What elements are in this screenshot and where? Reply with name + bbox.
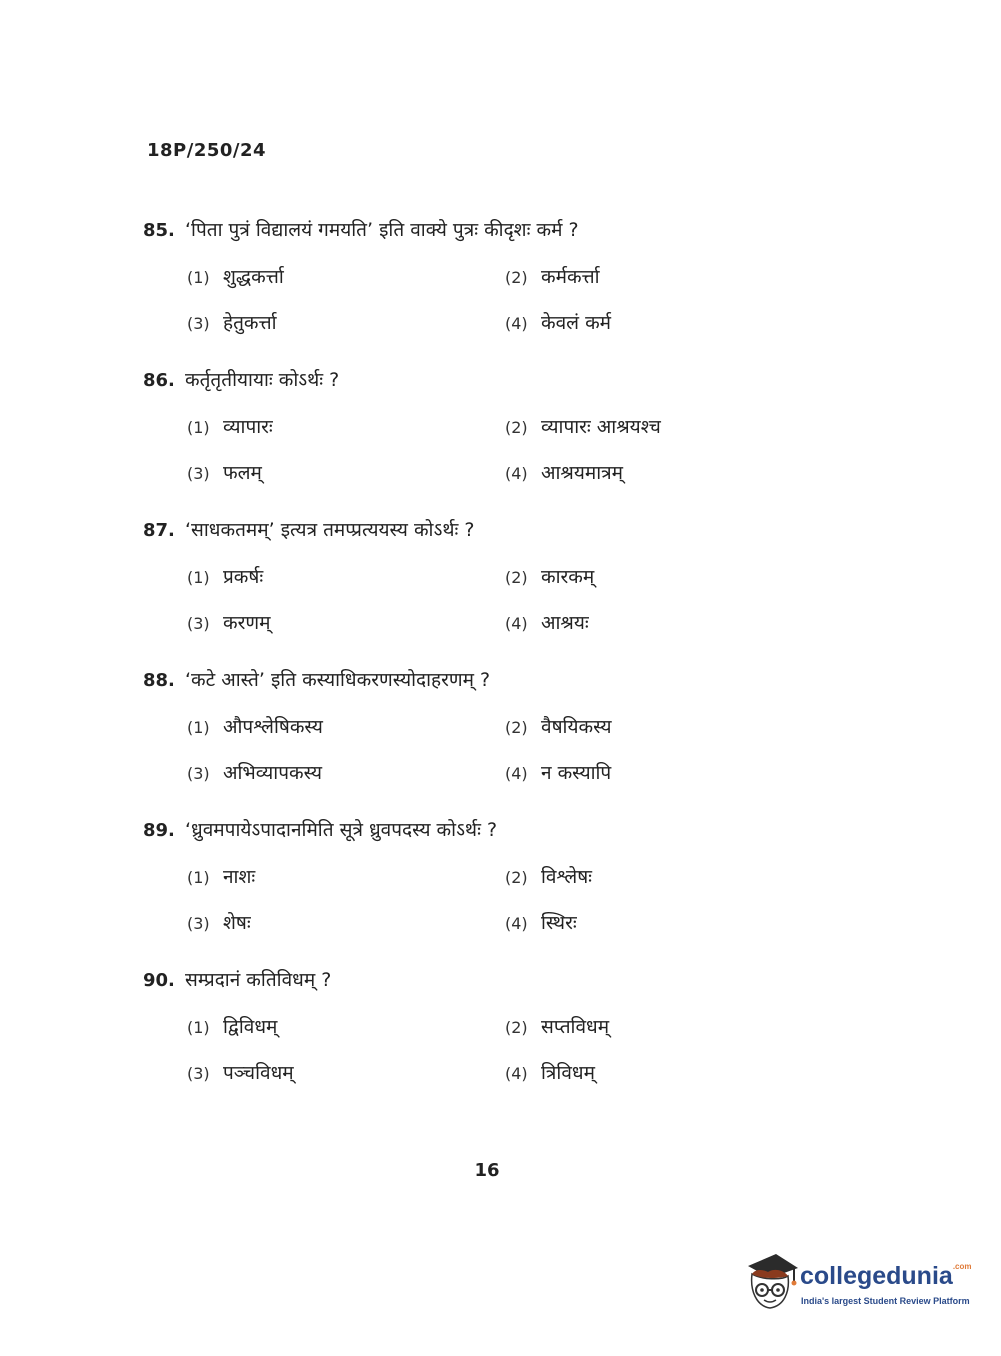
option-number: (4) — [505, 914, 528, 933]
option-text: हेतुकर्त्ता — [223, 312, 277, 334]
option-3 — [187, 759, 505, 805]
question-number: 90. — [143, 970, 175, 991]
option-3 — [187, 609, 505, 655]
brand-tagline: India's largest Student Review Platform — [801, 1296, 970, 1306]
option-number: (1) — [187, 868, 210, 887]
option-number: (3) — [187, 314, 210, 333]
option-number: (2) — [505, 568, 528, 587]
option-text: शेषः — [223, 912, 251, 934]
option-4 — [505, 459, 823, 505]
option-number: (4) — [505, 614, 528, 633]
option-number: (3) — [187, 1064, 210, 1083]
option-number: (3) — [187, 614, 210, 633]
question-text: ‘पिता पुत्रं विद्यालयं गमयति’ इति वाक्ये पुत्रः कीदृशः कर्म ? — [185, 219, 579, 241]
option-text: कर्मकर्त्ता — [541, 266, 600, 288]
option-text: न कस्यापि — [541, 762, 612, 784]
option-2 — [505, 1013, 823, 1059]
option-text: पञ्चविधम् — [223, 1062, 294, 1084]
option-number: (2) — [505, 868, 528, 887]
option-text: वैषयिकस्य — [541, 716, 612, 738]
question-number: 85. — [143, 220, 175, 241]
option-text: सप्तविधम् — [541, 1016, 610, 1038]
option-1 — [187, 263, 505, 309]
question-number: 89. — [143, 820, 175, 841]
brand-name: collegedunia$^{.com}$ — [800, 1262, 972, 1290]
question-86 — [143, 366, 863, 505]
option-4 — [505, 909, 823, 955]
question-number: 87. — [143, 520, 175, 541]
option-3 — [187, 1059, 505, 1105]
option-text: कारकम् — [541, 566, 595, 588]
option-3 — [187, 459, 505, 505]
question-text: ‘साधकतमम्’ इत्यत्र तमप्प्रत्ययस्य कोऽर्थः ? — [185, 519, 475, 541]
option-4 — [505, 1059, 823, 1105]
paper-code: 18P/250/24 — [147, 140, 267, 161]
option-2 — [505, 713, 823, 759]
option-1 — [187, 863, 505, 909]
collegedunia-logo — [742, 1250, 972, 1316]
option-number: (4) — [505, 764, 528, 783]
option-text: प्रकर्षः — [223, 566, 264, 588]
page-number: 16 — [474, 1160, 500, 1181]
option-number: (1) — [187, 268, 210, 287]
option-number: (3) — [187, 914, 210, 933]
question-88 — [143, 666, 863, 805]
option-number: (2) — [505, 718, 528, 737]
question-number: 86. — [143, 370, 175, 391]
option-text: अभिव्यापकस्य — [223, 762, 323, 784]
option-2 — [505, 563, 823, 609]
option-number: (1) — [187, 568, 210, 587]
option-3 — [187, 309, 505, 355]
option-number: (2) — [505, 418, 528, 437]
option-4 — [505, 759, 823, 805]
option-text: स्थिरः — [541, 912, 577, 934]
option-3 — [187, 909, 505, 955]
option-1 — [187, 1013, 505, 1059]
option-number: (1) — [187, 718, 210, 737]
question-text: सम्प्रदानं कतिविधम् ? — [185, 969, 332, 991]
option-4 — [505, 609, 823, 655]
option-1 — [187, 413, 505, 459]
option-number: (3) — [187, 764, 210, 783]
question-87 — [143, 516, 863, 655]
question-text: कर्तृतृतीयायाः कोऽर्थः ? — [185, 369, 340, 391]
option-text: त्रिविधम् — [541, 1062, 595, 1084]
option-number: (3) — [187, 464, 210, 483]
option-text: व्यापारः — [223, 416, 273, 438]
option-text: आश्रयः — [541, 612, 589, 634]
option-number: (4) — [505, 1064, 528, 1083]
option-text: व्यापारः आश्रयश्च — [541, 416, 661, 438]
question-89 — [143, 816, 863, 955]
question-number: 88. — [143, 670, 175, 691]
option-text: आश्रयमात्रम् — [541, 462, 624, 484]
option-4 — [505, 309, 823, 355]
option-number: (1) — [187, 1018, 210, 1037]
option-number: (2) — [505, 1018, 528, 1037]
option-2 — [505, 263, 823, 309]
option-text: औपश्लेषिकस्य — [223, 716, 323, 738]
option-text: केवलं कर्म — [541, 312, 612, 334]
option-1 — [187, 713, 505, 759]
option-2 — [505, 863, 823, 909]
option-text: द्विविधम् — [223, 1016, 278, 1038]
option-text: विश्लेषः — [541, 866, 593, 888]
option-number: (2) — [505, 268, 528, 287]
mascot-icon — [742, 1250, 798, 1312]
option-2 — [505, 413, 823, 459]
option-number: (4) — [505, 314, 528, 333]
option-text: करणम् — [223, 612, 271, 634]
question-text: ‘ध्रुवमपायेऽपादानमिति सूत्रे ध्रुवपदस्य कोऽर्थः ? — [185, 819, 498, 841]
question-90 — [143, 966, 863, 1105]
option-number: (4) — [505, 464, 528, 483]
question-85 — [143, 216, 863, 355]
question-text: ‘कटे आस्ते’ इति कस्याधिकरणस्योदाहरणम् ? — [185, 669, 491, 691]
option-1 — [187, 563, 505, 609]
option-text: फलम् — [223, 462, 262, 484]
option-text: नाशः — [223, 866, 256, 888]
option-number: (1) — [187, 418, 210, 437]
option-text: शुद्धकर्त्ता — [223, 266, 284, 288]
